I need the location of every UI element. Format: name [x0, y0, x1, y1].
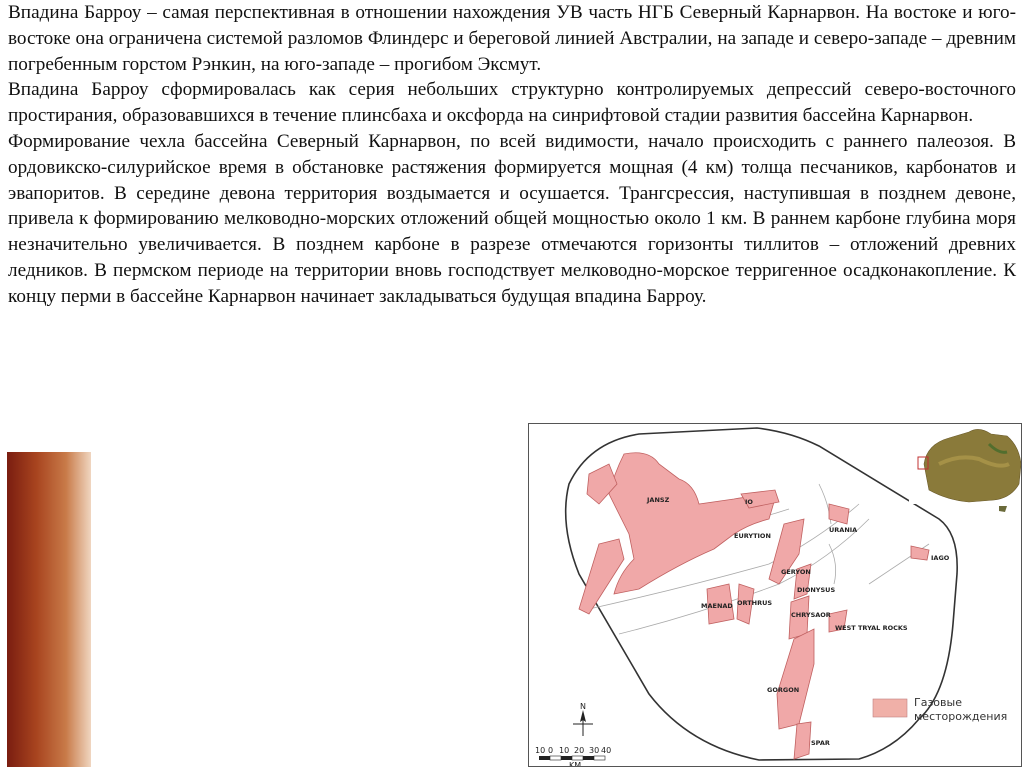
legend-label-line2: месторождения — [914, 710, 1008, 723]
label-chrysaor: CHRYSAOR — [791, 611, 831, 619]
spar-field — [794, 722, 811, 759]
australia-inset-map — [909, 424, 1022, 512]
scale-tick-3: 10 — [559, 746, 570, 755]
gorgon-field — [777, 629, 814, 729]
gas-fields-map — [528, 423, 1022, 767]
scale-tick-1: 10 — [535, 746, 546, 755]
label-orthrus: ORTHRUS — [737, 599, 773, 607]
tasmania-shape — [999, 506, 1007, 512]
label-spar: SPAR — [811, 739, 830, 747]
scale-unit: KM — [569, 761, 582, 767]
scale-tick-5: 30 — [589, 746, 600, 755]
north-label: N — [580, 702, 586, 711]
body-text — [8, 0, 1016, 310]
label-io: IO — [745, 498, 753, 506]
map-svg — [529, 424, 1022, 767]
label-jansz: JANSZ — [647, 496, 670, 504]
paragraph-2: Впадина Барроу сформировалась как серия небольших структурно контролируемых депрессий северо-восточного простирания, образовавшихся в течение плинсбаха и оксфорда на синрифтовой стадии развития бассейна Карнарвон. — [8, 79, 1016, 127]
north-arrow-icon — [573, 702, 593, 736]
label-iago: IAGO — [931, 554, 950, 562]
scale-tick-4: 20 — [574, 746, 585, 755]
label-west-tryal-rocks: WEST TRYAL ROCKS — [835, 624, 908, 632]
scale-tick-2: 0 — [548, 746, 554, 755]
paragraph-1: Впадина Барроу – самая перспективная в отношении нахождения УВ часть НГБ Северный Карнарвон. На востоке и юго-востоке она ограничена системой разломов Флиндерс и береговой линией Австралии, на западе и северо-западе – древним погребенным горстом Рэнкин, на юго-западе – прогибом Эксмут. — [8, 2, 1016, 75]
label-urania: URANIA — [829, 526, 858, 534]
label-maenad: MAENAD — [701, 602, 733, 610]
legend-label-line1: Газовые — [914, 696, 962, 709]
label-dionysus: DIONYSUS — [797, 586, 836, 594]
paragraph-3: Формирование чехла бассейна Северный Карнарвон, по всей видимости, начало происходить с раннего палеозоя. В ордовикско-силурийское время в обстановке растяжения формируется мощная (4 км) толща песчаников, карбонатов и эвапоритов. В середине девона территория воздымается и осушается. Трангсрессия, наступившая в позднем девоне, привела к формированию мелководно-морских отложений общей мощностью около 1 км. В раннем карбоне глубина моря незначительно увеличивается. В позднем карбоне в разрезе отмечаются горизонты тиллитов – отложений древних ледников. В пермском периоде на территории вновь господствует мелководно-морское терригенное осадконакопление. К концу перми в бассейне Карнарвон начинает закладываться будущая впадина Барроу. — [8, 130, 1016, 307]
label-geryon: GERYON — [781, 568, 811, 576]
label-gorgon: GORGON — [767, 686, 800, 694]
jansz-field — [609, 453, 774, 594]
iago-field — [911, 546, 929, 560]
legend-swatch — [873, 699, 907, 717]
scale-bar — [535, 746, 611, 767]
decorative-gradient-bar — [7, 452, 91, 767]
urania-field — [829, 504, 849, 524]
label-eurytion: EURYTION — [734, 532, 771, 540]
scale-tick-6: 40 — [601, 746, 612, 755]
